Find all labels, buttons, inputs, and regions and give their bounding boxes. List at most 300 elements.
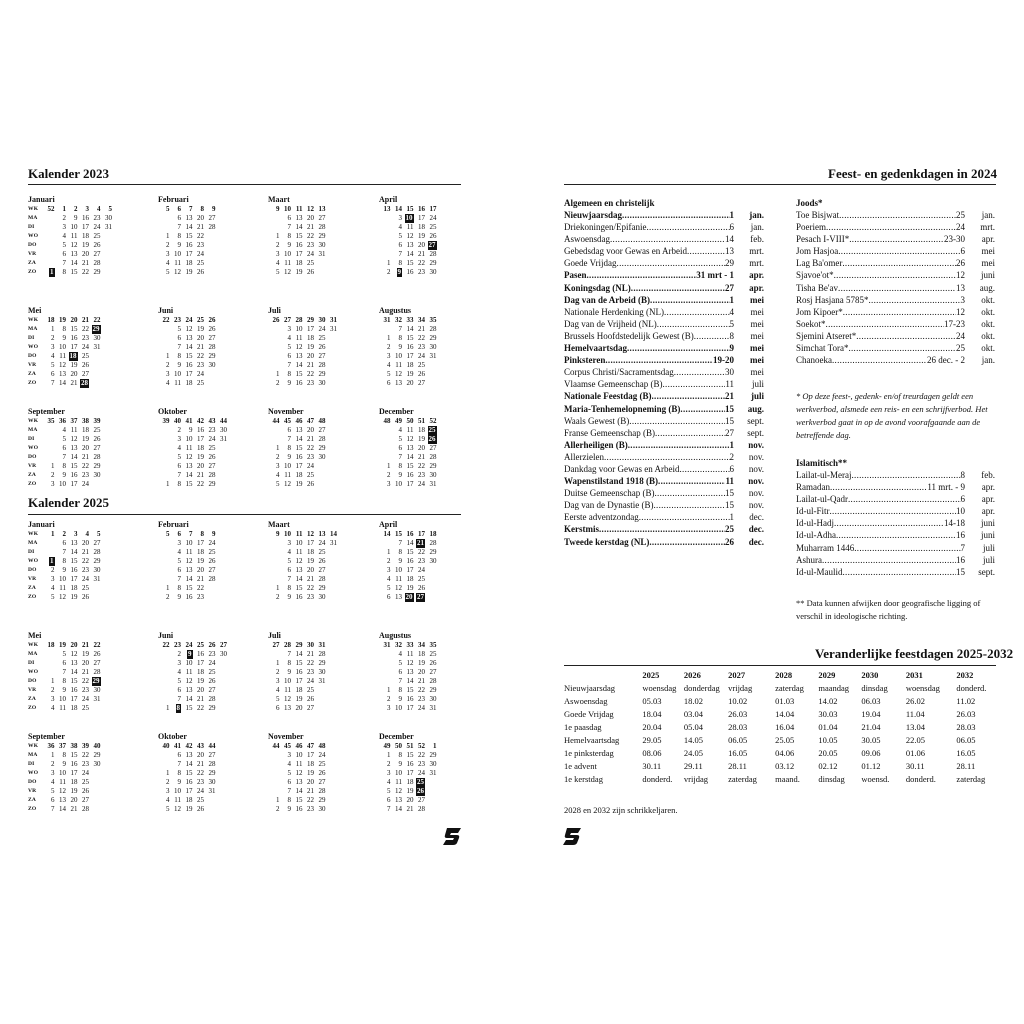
week-number: 3 (85, 205, 89, 213)
day-row (28, 686, 101, 695)
leader-dots (687, 245, 725, 257)
holiday-row (796, 257, 995, 269)
day-cell: 5 (287, 343, 291, 351)
day-cell: 29 (318, 796, 326, 804)
day-cell: 27 (318, 214, 326, 222)
day-cell: 22 (197, 704, 204, 712)
month-name: November (268, 407, 304, 416)
day-cell: 7 (287, 650, 291, 658)
day-cell (204, 593, 216, 602)
highlighted-day: 26 (428, 435, 436, 443)
day-cell: 22 (418, 259, 425, 267)
holiday-name: Lailat-ul-Meraj (796, 470, 852, 480)
day-cell (158, 334, 170, 343)
day-cell: 25 (197, 259, 204, 267)
week-number: 50 (406, 417, 414, 425)
week-number: 46 (295, 417, 303, 425)
month-table (28, 417, 101, 489)
day-cell: 19 (295, 268, 303, 276)
day-cell: 12 (185, 453, 193, 461)
day-cell: 5 (177, 557, 181, 565)
month-name: December (379, 732, 414, 741)
month-table (268, 530, 337, 602)
day-cell: 19 (307, 343, 314, 351)
day-row (379, 453, 437, 462)
holiday-month: sept. (747, 427, 764, 438)
leader-dots (826, 318, 944, 330)
day-cell: 9 (287, 241, 291, 249)
holiday-name: Koningsdag (NL) (564, 282, 631, 293)
month-block (268, 519, 373, 602)
day-row (379, 426, 437, 435)
holiday-month: apr. (749, 282, 764, 293)
month-block (28, 194, 133, 277)
day-cell: 24 (197, 370, 204, 378)
day-cell: 27 (208, 462, 216, 470)
row-label: WK (28, 317, 39, 323)
day-cell: 15 (295, 370, 303, 378)
day-cell: 1 (166, 769, 170, 777)
day-cell: 13 (395, 379, 402, 387)
leader-dots (664, 306, 730, 318)
day-row (379, 575, 437, 584)
holiday-day: 16 (956, 554, 965, 565)
day-row (28, 668, 101, 677)
day-cell: 1 (51, 325, 55, 333)
day-cell: 6 (287, 426, 291, 434)
row-label: VR (28, 463, 37, 469)
week-number: 2 (74, 205, 78, 213)
day-cell: 7 (287, 435, 291, 443)
holiday-name: Muharram 1446 (796, 542, 855, 553)
day-cell: 23 (307, 593, 314, 601)
holiday-row (796, 529, 995, 541)
day-cell: 12 (284, 695, 291, 703)
day-cell: 24 (318, 325, 326, 333)
day-row (268, 241, 326, 250)
month-name: Juni (158, 631, 174, 640)
day-cell: 17 (185, 250, 193, 258)
calendar-2025-rule (28, 514, 461, 515)
day-cell (268, 426, 280, 435)
holiday-row (564, 451, 764, 463)
day-cell (425, 805, 437, 814)
row-label: DI (28, 335, 35, 341)
holiday-name: Kerstmis (564, 524, 599, 535)
day-cell: 11 (295, 334, 303, 342)
day-row (28, 232, 112, 241)
holiday-name: Ashura (796, 554, 822, 565)
row-label: MA (28, 427, 38, 433)
holiday-name: Chanoeka (796, 355, 832, 366)
day-cell (268, 435, 280, 444)
week-number: 31 (330, 316, 337, 324)
holiday-name: Id-ul-Maulid (796, 566, 843, 577)
day-cell: 23 (418, 760, 425, 768)
day-cell: 3 (387, 566, 391, 574)
day-cell: 27 (208, 686, 216, 694)
day-cell: 4 (398, 650, 402, 658)
day-cell (425, 593, 437, 602)
holiday-day: 23-30 (944, 234, 965, 245)
day-cell (326, 343, 338, 352)
day-cell: 20 (197, 214, 204, 222)
day-cell: 14 (395, 805, 402, 813)
variable-date: 18.04 (642, 709, 662, 719)
day-cell: 2 (276, 453, 280, 461)
day-row (268, 232, 326, 241)
week-number: 36 (47, 742, 55, 750)
week-number: 14 (395, 205, 402, 213)
day-cell: 25 (208, 548, 216, 556)
day-cell: 22 (307, 444, 314, 452)
holiday-month: juli (751, 379, 764, 390)
variable-date: 19.04 (861, 709, 881, 719)
day-cell (216, 704, 228, 713)
day-cell: 25 (307, 686, 314, 694)
week-number-row (379, 530, 437, 539)
leader-dots (848, 493, 961, 505)
holiday-month: nov. (748, 500, 764, 511)
day-cell: 30 (429, 557, 437, 565)
day-row (158, 462, 227, 471)
week-number: 40 (162, 742, 170, 750)
day-cell: 10 (59, 769, 66, 777)
leader-dots (657, 318, 730, 330)
day-cell: 20 (406, 379, 414, 387)
week-number-row (379, 417, 437, 426)
day-cell: 23 (208, 650, 216, 658)
leader-dots (654, 487, 725, 499)
day-cell: 1 (276, 659, 280, 667)
day-cell: 17 (70, 343, 78, 351)
month-block (379, 305, 484, 388)
week-number: 35 (47, 417, 55, 425)
day-cell: 21 (418, 453, 425, 461)
week-number: 44 (208, 742, 216, 750)
day-cell: 12 (295, 343, 303, 351)
year-header: 2029 (818, 670, 836, 680)
day-cell: 10 (59, 575, 66, 583)
holiday-name: Allerheiligen (B) (564, 439, 628, 450)
day-cell: 27 (93, 444, 101, 452)
day-row (268, 361, 337, 370)
holiday-month: mrt. (980, 222, 995, 233)
holiday-row (796, 566, 995, 578)
row-label: ZO (28, 594, 37, 600)
day-cell: 31 (93, 343, 101, 351)
day-cell: 31 (429, 769, 437, 777)
week-number: 52 (429, 417, 437, 425)
day-cell: 2 (276, 668, 280, 676)
day-row (28, 539, 101, 548)
month-name: Augustus (379, 306, 412, 315)
day-cell: 18 (406, 361, 414, 369)
day-cell: 19 (70, 593, 78, 601)
day-cell: 10 (284, 462, 291, 470)
day-cell (268, 352, 280, 361)
day-row (379, 751, 437, 760)
holiday-name: Pinksteren (564, 355, 606, 366)
variable-date: 29.11 (683, 761, 703, 771)
holiday-name: Eerste adventzondag (564, 512, 639, 523)
day-cell: 4 (387, 575, 391, 583)
day-cell: 12 (59, 361, 66, 369)
day-cell: 10 (395, 704, 402, 712)
day-cell: 20 (197, 751, 204, 759)
day-cell: 20 (197, 462, 204, 470)
day-cell: 23 (197, 778, 204, 786)
day-cell: 20 (307, 426, 314, 434)
week-number: 18 (429, 530, 437, 538)
leader-dots (652, 390, 726, 402)
row-label: MA (28, 215, 38, 221)
day-cell: 9 (398, 695, 402, 703)
holiday-name: Jom Hasjoa (796, 246, 839, 257)
day-cell: 10 (284, 677, 291, 685)
day-cell (216, 677, 228, 686)
day-cell (326, 566, 338, 575)
day-cell: 4 (387, 361, 391, 369)
day-cell: 17 (70, 769, 78, 777)
variable-date: 06.05 (728, 735, 748, 745)
holiday-row (796, 554, 995, 566)
holiday-row (564, 221, 764, 233)
day-cell: 11 (395, 361, 402, 369)
day-cell: 11 (174, 379, 181, 387)
month-name: November (268, 732, 304, 741)
day-cell: 20 (307, 566, 314, 574)
day-cell: 25 (418, 575, 425, 583)
day-cell: 15 (70, 268, 78, 276)
day-cell (89, 805, 101, 814)
day-cell: 14 (70, 453, 78, 461)
day-cell: 26 (307, 695, 314, 703)
day-cell: 14 (185, 223, 193, 231)
variable-date: woensd. (861, 774, 890, 784)
holiday-month: mei (750, 306, 764, 317)
day-row (158, 325, 216, 334)
day-cell: 24 (82, 695, 89, 703)
day-cell: 24 (418, 704, 425, 712)
day-cell: 13 (185, 566, 193, 574)
day-cell: 22 (418, 462, 425, 470)
day-cell: 12 (395, 370, 402, 378)
day-cell: 18 (418, 426, 425, 434)
day-cell: 14 (70, 548, 78, 556)
day-cell: 8 (177, 480, 181, 488)
day-row (268, 778, 326, 787)
day-cell: 2 (51, 334, 55, 342)
week-number: 27 (272, 641, 280, 649)
week-number: 9 (276, 530, 280, 538)
leader-dots (650, 294, 729, 306)
day-cell (268, 223, 280, 232)
month-table (268, 417, 326, 489)
variable-row (564, 760, 994, 773)
day-cell: 25 (318, 548, 326, 556)
year-header: 2028 (775, 670, 793, 680)
row-label: WO (28, 558, 39, 564)
day-cell: 3 (287, 539, 291, 547)
day-row (268, 223, 326, 232)
day-cell: 15 (70, 325, 78, 333)
leader-dots (622, 209, 730, 221)
week-number: 12 (307, 530, 314, 538)
day-row (28, 214, 112, 223)
leader-dots (839, 209, 956, 221)
day-row (268, 426, 326, 435)
day-cell (89, 379, 101, 388)
holiday-name: Soekot* (796, 318, 826, 329)
holiday-month: okt. (981, 306, 995, 317)
week-number: 23 (174, 641, 181, 649)
day-cell: 14 (59, 805, 66, 813)
day-row (28, 343, 101, 352)
day-row (379, 668, 437, 677)
week-number: 27 (220, 641, 227, 649)
day-row (28, 325, 101, 334)
day-cell: 2 (387, 557, 391, 565)
day-cell: 13 (59, 370, 66, 378)
holiday-name: Pasen (564, 270, 587, 281)
day-cell (326, 334, 338, 343)
day-cell: 5 (398, 232, 402, 240)
day-cell: 15 (70, 677, 78, 685)
day-row (28, 334, 101, 343)
day-row (268, 343, 337, 352)
holiday-day: 15 (725, 488, 734, 499)
month-block (28, 519, 133, 602)
week-number: 37 (59, 742, 66, 750)
day-cell: 25 (93, 232, 101, 240)
month-name: April (379, 195, 398, 204)
holiday-day: 15 (725, 403, 734, 414)
day-row (268, 796, 326, 805)
day-cell (326, 593, 338, 602)
day-row (158, 379, 216, 388)
holiday-month: mei (750, 330, 764, 341)
day-cell (158, 650, 170, 659)
day-cell (268, 343, 280, 352)
holiday-month: mei (981, 258, 995, 269)
day-cell: 19 (418, 659, 425, 667)
holiday-day: 25 (956, 210, 965, 220)
week-number: 6 (177, 205, 181, 213)
holiday-month: nov. (748, 439, 764, 450)
holiday-month: juli (982, 554, 995, 565)
day-cell (43, 214, 55, 223)
day-cell: 11 (295, 760, 303, 768)
day-cell (326, 557, 338, 566)
day-cell: 18 (197, 548, 204, 556)
day-cell: 7 (398, 539, 402, 547)
day-cell: 10 (295, 539, 303, 547)
day-cell: 12 (284, 480, 291, 488)
holiday-row (796, 330, 995, 342)
variable-date: 03.12 (775, 761, 795, 771)
day-cell: 21 (307, 650, 314, 658)
week-number: 28 (295, 316, 303, 324)
day-cell: 24 (82, 343, 89, 351)
day-cell: 8 (62, 462, 66, 470)
variable-date: 14.02 (818, 696, 838, 706)
week-number: 38 (82, 417, 89, 425)
holiday-day: 11 (725, 476, 734, 487)
day-row (268, 566, 337, 575)
variable-date: 01.12 (861, 761, 881, 771)
day-cell: 30 (429, 343, 437, 351)
year-header: 2031 (905, 670, 923, 680)
jewish-holiday-list (796, 209, 995, 366)
variable-date: 20.04 (642, 722, 662, 732)
day-cell: 19 (185, 805, 193, 813)
day-cell: 30 (318, 241, 326, 249)
month-block (28, 630, 133, 713)
day-row (268, 444, 326, 453)
week-number: 29 (307, 316, 314, 324)
day-row (268, 769, 326, 778)
day-cell: 10 (185, 659, 193, 667)
day-row (379, 805, 437, 814)
day-cell: 9 (177, 593, 181, 601)
day-cell: 31 (330, 539, 337, 547)
day-cell: 6 (387, 796, 391, 804)
month-name: Maart (268, 195, 290, 204)
day-cell: 7 (177, 575, 181, 583)
holiday-row (564, 269, 764, 281)
day-cell: 20 (418, 241, 425, 249)
year-header: 2027 (728, 670, 746, 680)
day-cell: 21 (197, 760, 204, 768)
holiday-month: juni (980, 270, 995, 281)
row-label: ZO (28, 380, 37, 386)
day-cell: 13 (295, 214, 303, 222)
month-block (158, 519, 263, 602)
day-cell: 28 (429, 453, 437, 461)
day-cell: 1 (276, 232, 280, 240)
leader-dots (646, 221, 729, 233)
day-cell: 25 (307, 471, 314, 479)
day-cell: 7 (177, 695, 181, 703)
day-cell (158, 686, 170, 695)
day-cell: 2 (177, 426, 181, 434)
day-cell: 18 (295, 686, 303, 694)
holiday-day: 14 (725, 234, 734, 245)
day-cell: 23 (197, 593, 204, 601)
variable-date: 01.04 (818, 722, 838, 732)
day-cell: 30 (208, 361, 216, 369)
holiday-name: Duitse Gemeenschap (B) (564, 488, 655, 499)
week-number: 20 (70, 316, 78, 324)
day-cell (204, 370, 216, 379)
row-label: DO (28, 242, 37, 248)
leader-dots (655, 427, 725, 439)
day-cell: 12 (70, 650, 78, 658)
day-cell: 20 (82, 444, 89, 452)
day-cell: 11 (406, 426, 414, 434)
day-cell: 28 (93, 668, 101, 676)
day-cell: 15 (70, 751, 78, 759)
holiday-day: 3 (960, 294, 965, 305)
day-cell: 2 (276, 805, 280, 813)
day-cell: 12 (174, 805, 181, 813)
week-number: 44 (272, 742, 280, 750)
day-cell (379, 453, 391, 462)
day-cell: 17 (307, 539, 314, 547)
variable-row (564, 708, 994, 721)
holiday-name: Toe Bisjwat (796, 210, 840, 220)
